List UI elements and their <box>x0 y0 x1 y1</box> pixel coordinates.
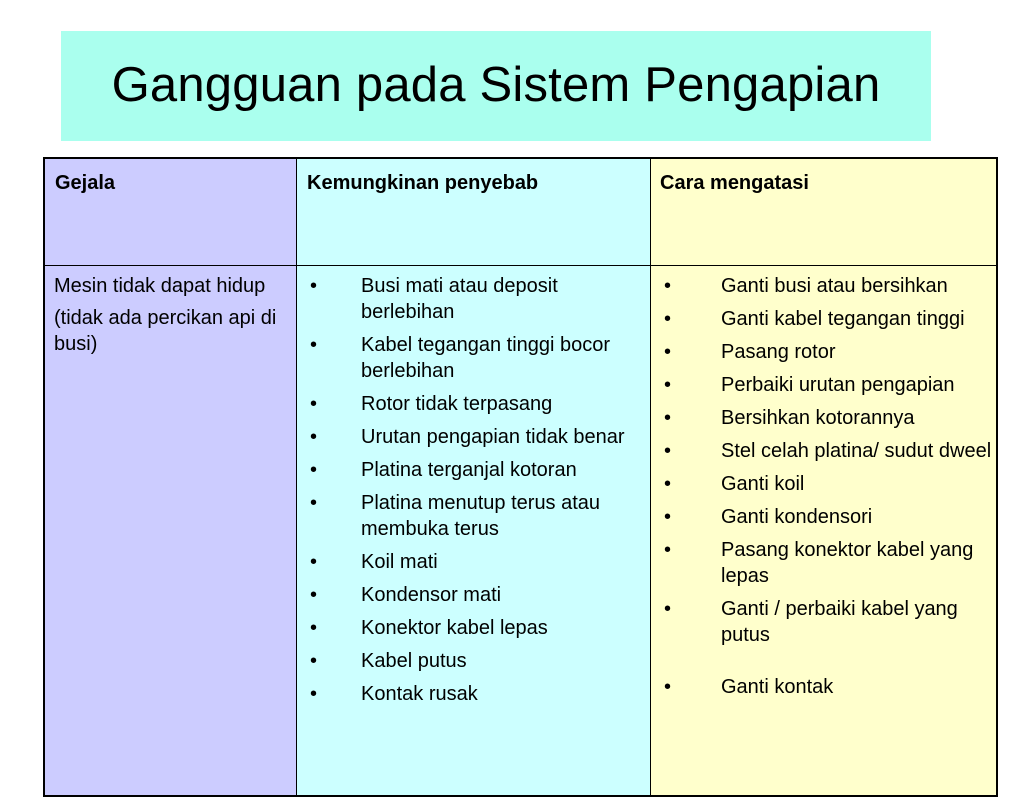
list-item <box>299 332 645 384</box>
list-item-text: Ganti kondensori <box>721 506 873 528</box>
list-item-text: Platina menutup terus atau membuka terus <box>361 492 601 540</box>
bullet-icon: • <box>310 492 318 514</box>
list-item <box>299 490 645 542</box>
gejala-text: Mesin tidak dapat hidup <box>54 275 266 297</box>
list-item-text: Rotor tidak terpasang <box>361 393 553 415</box>
list-item-text: Ganti busi atau bersihkan <box>721 275 948 297</box>
bullet-icon: • <box>664 308 672 330</box>
gejala-text: (tidak ada percikan api di busi) <box>54 307 277 355</box>
list-item <box>299 681 645 707</box>
bullet-icon: • <box>664 539 672 561</box>
list-item-text: Busi mati atau deposit berlebihan <box>361 275 558 323</box>
list-item-text: Kontak rusak <box>361 683 478 705</box>
list-item-text: Ganti kabel tegangan tinggi <box>721 308 965 330</box>
list-item-text: Platina terganjal kotoran <box>361 459 577 481</box>
list-item-text: Pasang rotor <box>721 341 836 363</box>
list-item <box>653 372 995 398</box>
bullet-icon: • <box>310 426 318 448</box>
list-item-text: Perbaiki urutan pengapian <box>721 374 955 396</box>
bullet-icon: • <box>664 676 672 698</box>
gejala-cell <box>54 273 289 363</box>
list-item <box>653 471 995 497</box>
bullet-icon: • <box>310 617 318 639</box>
bullet-icon: • <box>310 683 318 705</box>
list-item <box>653 273 995 299</box>
list-item <box>299 273 645 325</box>
bullet-icon: • <box>310 584 318 606</box>
list-item <box>299 457 645 483</box>
list-item <box>653 306 995 332</box>
list-item <box>299 424 645 450</box>
column-gejala <box>45 159 297 795</box>
bullet-icon: • <box>664 374 672 396</box>
bullet-icon: • <box>310 334 318 356</box>
list-item <box>653 438 995 464</box>
list-item-text: Konektor kabel lepas <box>361 617 548 639</box>
bullet-icon: • <box>664 473 672 495</box>
list-item-text: Ganti kontak <box>721 676 834 698</box>
header-gejala: Gejala <box>55 172 116 194</box>
list-item <box>653 339 995 365</box>
list-item <box>299 615 645 641</box>
header-divider <box>45 265 996 266</box>
list-item-text: Kondensor mati <box>361 584 502 606</box>
title-banner <box>61 31 931 141</box>
list-item-text: Ganti / perbaiki kabel yang putus <box>721 598 958 646</box>
penyebab-list <box>299 273 645 714</box>
list-item <box>653 596 995 648</box>
bullet-icon: • <box>310 551 318 573</box>
list-item <box>299 549 645 575</box>
header-mengatasi: Cara mengatasi <box>660 172 809 194</box>
list-item-text: Kabel putus <box>361 650 467 672</box>
list-item-text: Ganti koil <box>721 473 805 495</box>
bullet-icon: • <box>310 275 318 297</box>
bullet-icon: • <box>664 598 672 620</box>
list-item <box>299 391 645 417</box>
list-item-text: Stel celah platina/ sudut dweel <box>721 440 992 462</box>
list-item-text: Kabel tegangan tinggi bocor berlebihan <box>361 334 611 382</box>
list-item-text: Urutan pengapian tidak benar <box>361 426 625 448</box>
bullet-icon: • <box>664 506 672 528</box>
bullet-icon: • <box>310 393 318 415</box>
list-item <box>653 674 995 700</box>
header-penyebab: Kemungkinan penyebab <box>307 172 539 194</box>
list-item <box>653 405 995 431</box>
list-item <box>653 537 995 589</box>
list-item-text: Koil mati <box>361 551 438 573</box>
bullet-icon: • <box>310 459 318 481</box>
bullet-icon: • <box>664 440 672 462</box>
list-item-text: Pasang konektor kabel yang lepas <box>721 539 974 587</box>
mengatasi-list <box>653 273 995 707</box>
list-item-text: Bersihkan kotorannya <box>721 407 915 429</box>
bullet-icon: • <box>664 275 672 297</box>
bullet-icon: • <box>664 407 672 429</box>
troubleshooting-table <box>43 157 998 797</box>
bullet-icon: • <box>664 341 672 363</box>
list-item <box>299 582 645 608</box>
bullet-icon: • <box>310 650 318 672</box>
list-item <box>653 504 995 530</box>
list-item <box>299 648 645 674</box>
slide-title: Gangguan pada Sistem Pengapian <box>111 58 881 112</box>
